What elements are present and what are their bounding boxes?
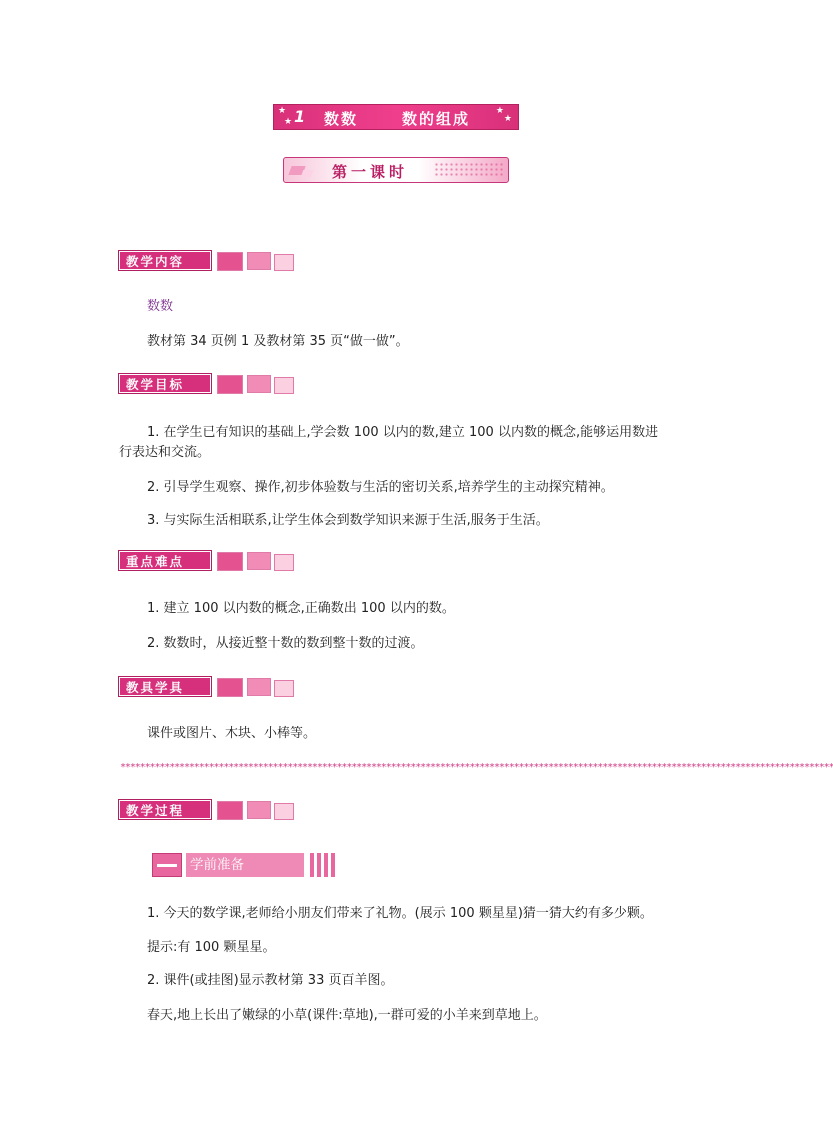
decor-stripe bbox=[310, 853, 314, 877]
decor-square bbox=[217, 375, 243, 394]
decor-stripe bbox=[324, 853, 328, 877]
unit-title-right: 数的组成 bbox=[402, 110, 471, 128]
process-line: 2. 课件(或挂图)显示教材第 33 页百羊图。 bbox=[147, 973, 394, 988]
dot-pattern bbox=[434, 162, 504, 178]
decor-square bbox=[217, 252, 243, 271]
content-line: 教材第 34 页例 1 及教材第 35 页“做一做”。 bbox=[147, 334, 409, 349]
goal-line: 3. 与实际生活相联系,让学生体会到数学知识来源于生活,服务于生活。 bbox=[147, 513, 549, 528]
decor-square bbox=[274, 254, 294, 271]
decor-square bbox=[247, 678, 271, 696]
goal-line: 行表达和交流。 bbox=[119, 445, 211, 460]
section-header-tools bbox=[119, 677, 299, 699]
section-header-content bbox=[119, 251, 299, 273]
section-label: 教学内容 bbox=[119, 251, 211, 270]
decor-square bbox=[217, 552, 243, 571]
decor-square bbox=[247, 375, 271, 393]
decor-stripe bbox=[317, 853, 321, 877]
decor-square bbox=[247, 552, 271, 570]
goal-line: 2. 引导学生观察、操作,初步体验数与生活的密切关系,培养学生的主动探究精神。 bbox=[147, 480, 614, 495]
chinese-one-icon bbox=[152, 853, 182, 877]
section-header-process bbox=[119, 800, 299, 822]
tools-line: 课件或图片、木块、小棒等。 bbox=[147, 726, 317, 741]
goal-line: 1. 在学生已有知识的基础上,学会数 100 以内的数,建立 100 以内数的概念,能够运用数进 bbox=[147, 425, 659, 440]
lesson-banner bbox=[283, 157, 509, 183]
decor-square bbox=[247, 252, 271, 270]
decor-stripe bbox=[331, 853, 335, 877]
decor-square bbox=[247, 801, 271, 819]
process-line: 提示:有 100 颗星星。 bbox=[147, 940, 276, 955]
star-icon: ★ bbox=[503, 114, 514, 124]
star-divider: ************************************************************************************************************************************************* bbox=[120, 762, 833, 773]
star-icon: ★ bbox=[278, 106, 289, 116]
content-subtitle: 数数 bbox=[147, 299, 174, 314]
section-label: 教学过程 bbox=[119, 800, 211, 819]
subsection-header bbox=[152, 853, 335, 877]
subsection-label: 学前准备 bbox=[186, 853, 304, 877]
process-line: 1. 今天的数学课,老师给小朋友们带来了礼物。(展示 100 颗星星)猜一猜大约有多少颗。 bbox=[147, 906, 653, 921]
process-line: 春天,地上长出了嫩绿的小草(课件:草地),一群可爱的小羊来到草地上。 bbox=[147, 1008, 547, 1023]
unit-number: 1 bbox=[294, 107, 308, 126]
decor-square bbox=[217, 678, 243, 697]
star-icon: ★ bbox=[284, 117, 295, 127]
section-header-goals bbox=[119, 374, 299, 396]
decor-square bbox=[274, 803, 294, 820]
keypoint-line: 2. 数数时，从接近整十数的数到整十数的过渡。 bbox=[147, 636, 424, 651]
section-label: 教具学具 bbox=[119, 677, 211, 696]
decor-square bbox=[274, 554, 294, 571]
section-label: 教学目标 bbox=[119, 374, 211, 393]
section-header-keypoints bbox=[119, 551, 299, 573]
decor-square bbox=[274, 680, 294, 697]
decor-square bbox=[274, 377, 294, 394]
section-label: 重点难点 bbox=[119, 551, 211, 570]
decoration-shape bbox=[301, 170, 314, 177]
unit-title-banner bbox=[273, 104, 519, 130]
keypoint-line: 1. 建立 100 以内数的概念,正确数出 100 以内的数。 bbox=[147, 601, 455, 616]
unit-title-left: 数数 bbox=[324, 110, 359, 128]
decor-square bbox=[217, 801, 243, 820]
lesson-title: 第一课时 bbox=[332, 163, 409, 181]
star-icon: ★ bbox=[495, 106, 506, 116]
